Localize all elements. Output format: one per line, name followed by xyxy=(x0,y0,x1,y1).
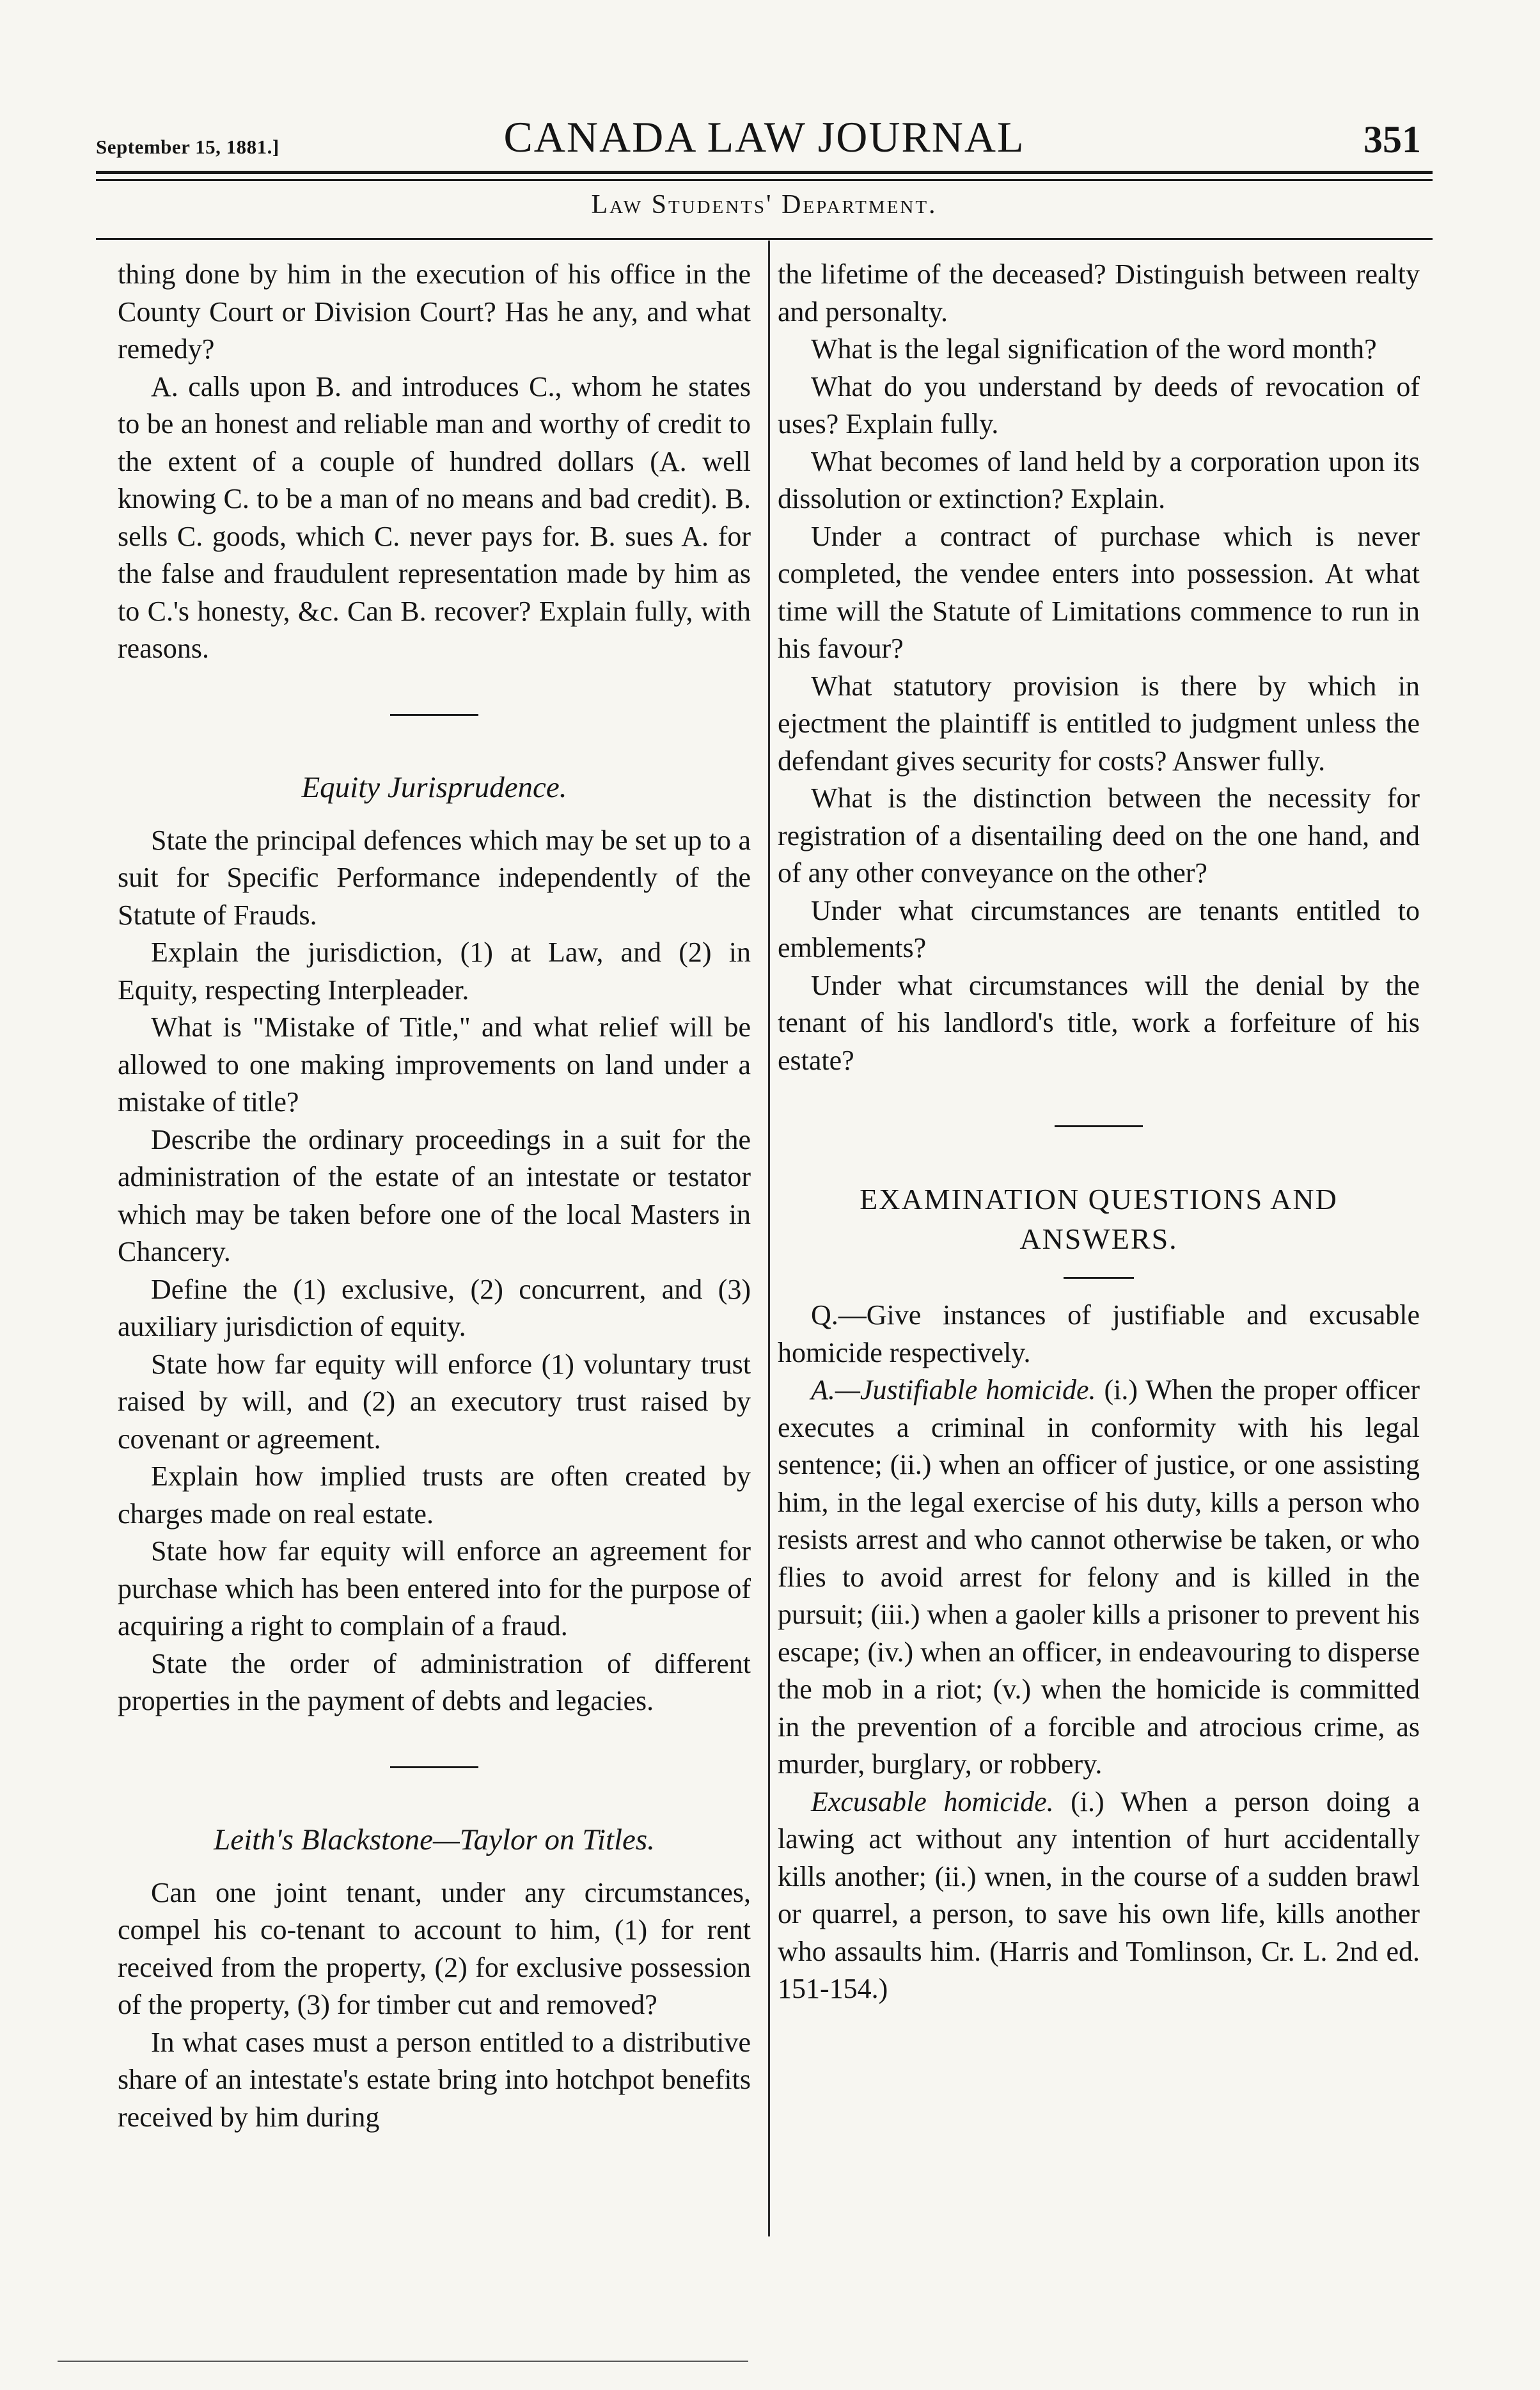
answer-excusable xyxy=(778,1784,1420,2008)
answer-justifiable-label: A.—Justifiable homicide. xyxy=(811,1374,1096,1405)
question-paragraph: State how far equity will enforce an agreement for purchase which has been entered into for the purpose of acquiring a right to complain of a fraud. xyxy=(118,1535,751,1642)
continued-question: thing done by him in the execution of his office in the County Court or Division Court? Has he any, and what remedy? xyxy=(118,258,751,365)
question-paragraph: Explain the jurisdiction, (1) at Law, and (2) in Equity, respecting Interpleader. xyxy=(118,937,751,1006)
question-paragraph: Define the (1) exclusive, (2) concurrent, and (3) auxiliary jurisdiction of equity. xyxy=(118,1273,751,1342)
question-paragraph: Under a contract of purchase which is never completed, the vendee enters into possession. At what time will the Statute of Limitations commence to run in his favour? xyxy=(778,520,1420,664)
question-paragraph: What do you understand by deeds of revocation of uses? Explain fully. xyxy=(778,370,1420,439)
question-paragraph: A. calls upon B. and introduces C., whom he states to be an honest and reliable man and worthy of credit to the extent of a couple of hundred dollars (A. well knowing C. to be a man of no means and bad credit). B. sells C. goods, which C. never pays for. B. sues A. for the false and fraudulent representation made by him as to C.'s honesty, &c. Can B. recover? Explain fully, with reasons. xyxy=(118,370,751,664)
exam-question: Q.—Give instances of justifiable and excusable homicide respectively. xyxy=(778,1299,1420,1368)
equity-heading: Equity Jurisprudence. xyxy=(301,770,567,804)
issue-date: September 15, 1881.] xyxy=(96,136,279,158)
blackstone-heading: Leith's Blackstone—Taylor on Titles. xyxy=(214,1823,655,1856)
question-paragraph: What is "Mistake of Title," and what relief will be allowed to one making improvements on land under a mistake of title? xyxy=(118,1011,751,1118)
question-paragraph: Explain how implied trusts are often created by charges made on real estate. xyxy=(118,1460,751,1530)
right-column xyxy=(778,256,1420,2008)
answer-excusable-label: Excusable homicide. xyxy=(811,1785,1054,1817)
header-rule-thick xyxy=(96,171,1433,174)
section-separator xyxy=(1064,1277,1134,1279)
exam-heading-line-1: EXAMINATION QUESTIONS AND xyxy=(860,1183,1338,1215)
section-separator xyxy=(390,714,478,716)
answer-justifiable xyxy=(778,1372,1420,1784)
department-rule xyxy=(96,238,1433,240)
question-paragraph: What statutory provision is there by which in ejectment the plaintiff is entitled to judgment unless the defendant gives security for costs? Answer fully. xyxy=(778,670,1420,777)
journal-title: CANADA LAW JOURNAL xyxy=(503,113,1025,161)
header-rule-thin xyxy=(96,179,1433,181)
answer-justifiable-text: (i.) When the proper officer executes a criminal in conformity with his legal sentence; (ii.) when an officer of justice, or one assisting him, in the legal exercise of his duty, kills a person who resists arrest and who cannot otherwise be taken, or who flies to avoid arrest for felony and is killed in the pursuit; (iii.) when a gaoler kills a prisoner to prevent his escape; (iv.) when an officer, in endeavouring to disperse the mob in a riot; (v.) when the homicide is committed in the prevention of a forcible and atrocious crime, as murder, burglary, or robbery. xyxy=(778,1374,1420,1780)
footer-rule xyxy=(58,2361,748,2362)
question-paragraph: Describe the ordinary proceedings in a suit for the administration of the estate of an intestate or testator which may be taken before one of the local Masters in Chancery. xyxy=(118,1123,751,1267)
question-paragraph: State the order of administration of different properties in the payment of debts and legacies. xyxy=(118,1647,751,1716)
question-paragraph: Under what circumstances are tenants entitled to emblements? xyxy=(778,894,1420,963)
page-number: 351 xyxy=(1363,118,1421,161)
section-separator xyxy=(390,1766,478,1768)
exam-heading-line-2: ANSWERS. xyxy=(1019,1223,1178,1255)
answer-excusable-text: (i.) When a person doing a lawing act without any intention of hurt accidentally kills another; (ii.) wnen, in the course of a sudden brawl or quarrel, a person, to save his own life, kills another who assaults him. (Harris and Tomlinson, Cr. L. 2nd ed. 151-154.) xyxy=(778,1785,1420,2004)
column-divider xyxy=(768,241,770,2236)
question-paragraph: What is the legal signification of the word month? xyxy=(811,333,1377,365)
question-paragraph: What becomes of land held by a corporation upon its dissolution or extinction? Explain. xyxy=(778,445,1420,514)
section-separator xyxy=(1055,1125,1143,1127)
department-title: Law Students' Department. xyxy=(591,190,938,219)
question-paragraph: State the principal defences which may be set up to a suit for Specific Performance independently of the Statute of Frauds. xyxy=(118,824,751,931)
question-paragraph: In what cases must a person entitled to a distributive share of an intestate's estate bring into hotchpot benefits received by him during xyxy=(118,2026,751,2133)
continued-question: the lifetime of the deceased? Distinguish between realty and personalty. xyxy=(778,258,1420,328)
question-paragraph: What is the distinction between the necessity for registration of a disentailing deed on the one hand, and of any other conveyance on the other? xyxy=(778,782,1420,889)
question-paragraph: Can one joint tenant, under any circumstances, compel his co-tenant to account to him, (1) for rent received from the property, (2) for exclusive possession of the property, (3) for timber cut and removed? xyxy=(118,1876,751,2020)
left-column xyxy=(118,256,751,2136)
question-paragraph: State how far equity will enforce (1) voluntary trust raised by will, and (2) an executory trust raised by covenant or agreement. xyxy=(118,1348,751,1455)
question-paragraph: Under what circumstances will the denial by the tenant of his landlord's title, work a forfeiture of his estate? xyxy=(778,969,1420,1076)
page-header xyxy=(96,109,1433,166)
